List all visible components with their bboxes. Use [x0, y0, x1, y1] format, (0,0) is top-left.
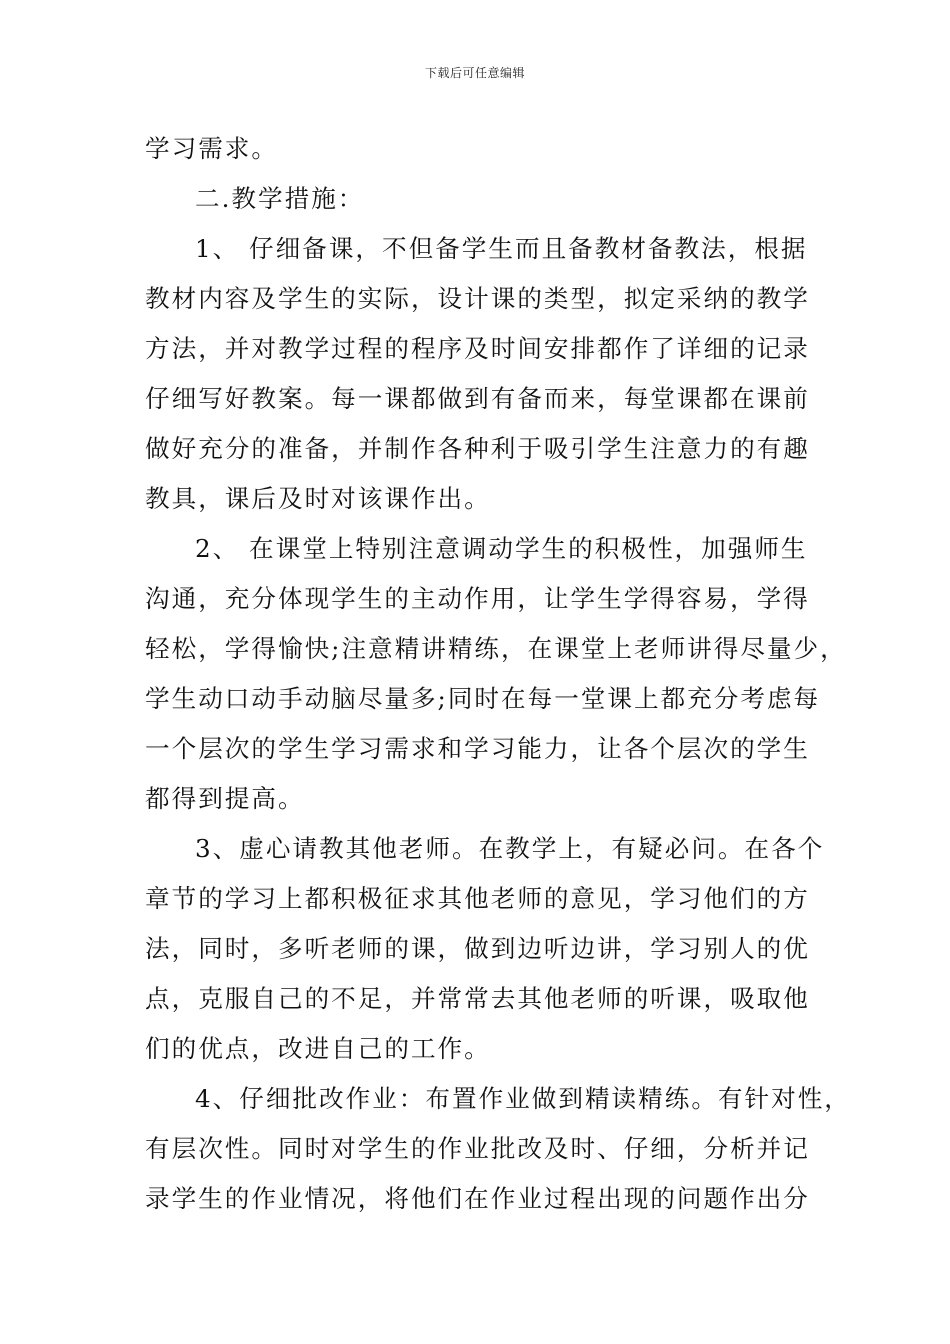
text-line: 学习需求。	[145, 134, 278, 163]
text-line: 做好充分的准备，并制作各种利于吸引学生注意力的有趣	[145, 434, 810, 463]
text-line: 轻松，学得愉快;注意精讲精练，在课堂上老师讲得尽量少，	[145, 634, 847, 663]
text-line: 都得到提高。	[145, 784, 305, 813]
text-line: 3、虚心请教其他老师。在教学上，有疑必问。在各个	[195, 834, 825, 863]
text-line: 一个层次的学生学习需求和学习能力，让各个层次的学生	[145, 734, 810, 763]
section-heading: 二.教学措施：	[195, 184, 365, 213]
text-line: 教材内容及学生的实际，设计课的类型，拟定采纳的教学	[145, 284, 810, 313]
text-line: 法，同时，多听老师的课，做到边听边讲，学习别人的优	[145, 934, 810, 963]
text-line: 学生动口动手动脑尽量多;同时在每一堂课上都充分考虑每	[145, 684, 821, 713]
text-line: 方法，并对教学过程的程序及时间安排都作了详细的记录	[145, 334, 810, 363]
text-line: 章节的学习上都积极征求其他老师的意见，学习他们的方	[145, 884, 810, 913]
text-line: 沟通，充分体现学生的主动作用，让学生学得容易，学得	[145, 584, 810, 613]
text-line: 教具，课后及时对该课作出。	[145, 484, 491, 513]
text-line: 1、 仔细备课，不但备学生而且备教材备教法，根据	[195, 234, 808, 263]
text-line: 有层次性。同时对学生的作业批改及时、仔细，分析并记	[145, 1134, 810, 1163]
text-line: 4、仔细批改作业：布置作业做到精读精练。有针对性，	[195, 1084, 851, 1113]
text-line: 们的优点，改进自己的工作。	[145, 1034, 491, 1063]
text-line: 点，克服自己的不足，并常常去其他老师的听课，吸取他	[145, 984, 810, 1013]
document-body	[145, 124, 851, 1224]
text-line: 录学生的作业情况，将他们在作业过程出现的问题作出分	[145, 1184, 810, 1213]
text-line: 2、 在课堂上特别注意调动学生的积极性，加强师生	[195, 534, 808, 563]
header-note: 下载后可任意编辑	[424, 66, 525, 80]
text-line: 仔细写好教案。每一课都做到有备而来，每堂课都在课前	[145, 384, 810, 413]
